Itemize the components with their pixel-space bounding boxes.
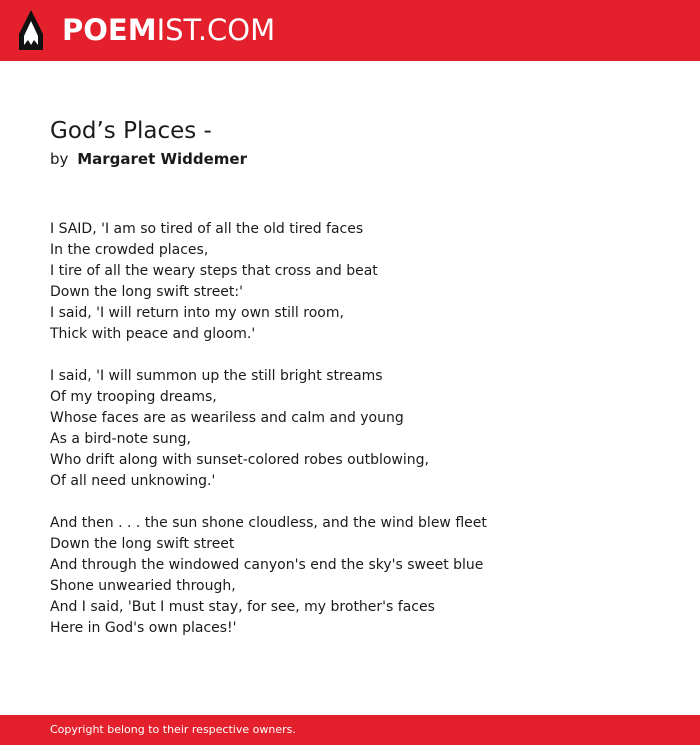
- poem-title: God’s Places -: [50, 118, 212, 144]
- author-name: Margaret Widdemer: [77, 150, 247, 168]
- logo-text-bold: POEM: [62, 13, 157, 47]
- poem-line: I SAID, 'I am so tired of all the old tired faces: [50, 221, 364, 237]
- poem-stanza: [50, 513, 670, 639]
- site-header: [0, 0, 700, 61]
- poem-body: [50, 219, 670, 660]
- poem-line: As a bird-note sung,: [50, 431, 191, 447]
- poem-line: Down the long swift street: [50, 536, 235, 552]
- poem-line: Thick with peace and gloom.': [50, 326, 256, 342]
- poem-stanza: [50, 219, 670, 345]
- poem-line: Whose faces are as weariless and calm and young: [50, 410, 404, 426]
- logo-text-light: IST.COM: [156, 13, 276, 47]
- by-label: by: [50, 150, 69, 168]
- site-footer: [0, 715, 700, 745]
- poem-line: Down the long swift street:': [50, 284, 243, 300]
- poem-line: And then . . . the sun shone cloudless, and the wind blew fleet: [50, 515, 487, 531]
- copyright-notice: Copyright belong to their respective owners.: [50, 723, 296, 736]
- poem-line: And I said, 'But I must stay, for see, my brother's faces: [50, 599, 435, 615]
- poem-line: Shone unwearied through,: [50, 578, 236, 594]
- byline: [50, 149, 247, 169]
- site-logo[interactable]: [62, 13, 275, 47]
- poem-line: I tire of all the weary steps that cross and beat: [50, 263, 378, 279]
- poem-line: Who drift along with sunset-colored robes outblowing,: [50, 452, 429, 468]
- poem-line: I said, 'I will return into my own still room,: [50, 305, 344, 321]
- poem-line: Of all need unknowing.': [50, 473, 216, 489]
- poem-line: In the crowded places,: [50, 242, 209, 258]
- poem-stanza: [50, 366, 670, 492]
- poem-line: And through the windowed canyon's end the sky's sweet blue: [50, 557, 484, 573]
- poem-line: Of my trooping dreams,: [50, 389, 217, 405]
- poem-line: Here in God's own places!': [50, 620, 237, 636]
- poem-line: I said, 'I will summon up the still bright streams: [50, 368, 383, 384]
- pencil-tip-icon[interactable]: [18, 9, 44, 51]
